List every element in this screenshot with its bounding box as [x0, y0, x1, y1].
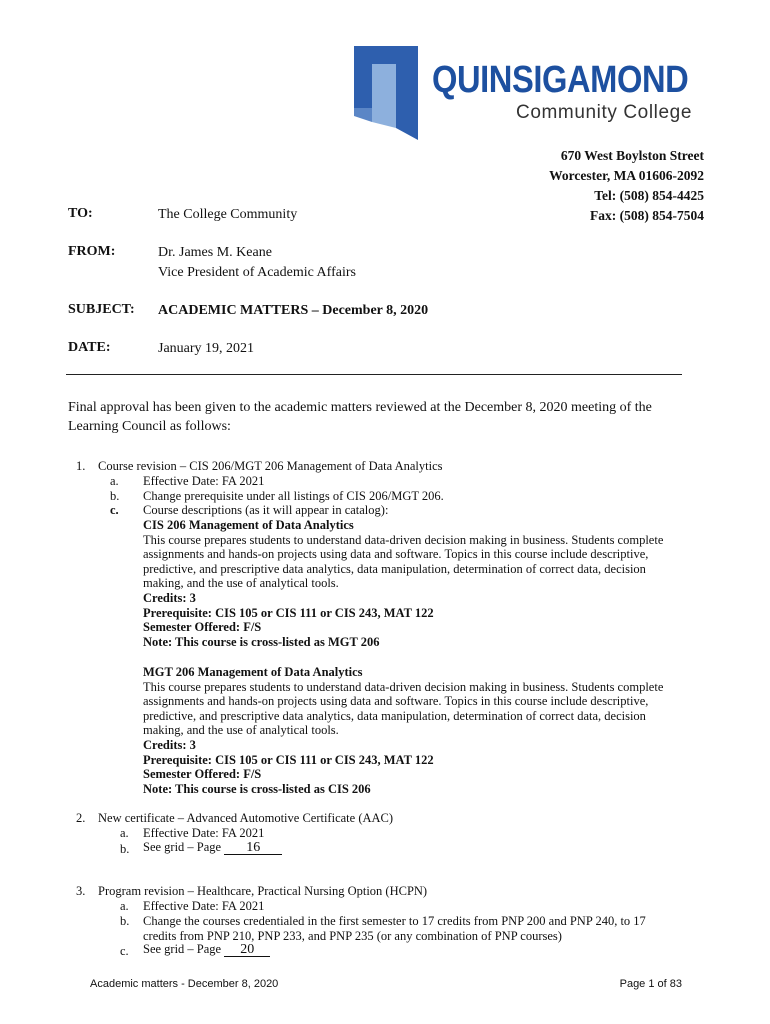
course-prerequisite: Prerequisite: CIS 105 or CIS 111 or CIS 243, MAT 122 — [143, 605, 434, 620]
to-value: The College Community — [158, 207, 298, 222]
course-credits: Credits: 3 — [143, 737, 196, 752]
address-street: 670 West Boylston Street — [560, 148, 704, 163]
course-note: Note: This course is cross-listed as CIS 206 — [143, 781, 371, 796]
course-block-mgt206 — [143, 665, 673, 796]
from-title: Vice President of Academic Affairs — [158, 265, 356, 280]
to-label: TO: — [68, 206, 93, 221]
item-letter: a. — [120, 826, 129, 840]
item-prereq-change: Change prerequisite under all listings of CIS 206/MGT 206. — [143, 489, 444, 503]
item-grid-page — [143, 942, 673, 957]
from-label: FROM: — [68, 244, 116, 259]
college-name: QUINSIGAMOND — [432, 59, 689, 101]
item-number: 3. — [76, 884, 86, 898]
course-block-cis206 — [143, 518, 673, 649]
course-name: MGT 206 Management of Data Analytics — [143, 665, 363, 679]
address-fax: Fax: (508) 854-7504 — [590, 208, 704, 223]
header-divider — [66, 374, 682, 375]
address-city: Worcester, MA 01606-2092 — [549, 168, 704, 183]
college-logo-mark — [354, 46, 418, 140]
course-note: Note: This course is cross-listed as MGT 206 — [143, 634, 380, 649]
item-effective-date: Effective Date: FA 2021 — [143, 826, 265, 840]
item-letter: b. — [120, 842, 130, 856]
item-letter: a. — [120, 899, 129, 913]
item-letter: c. — [110, 503, 119, 517]
item-title: Program revision – Healthcare, Practical Nursing Option (HCPN) — [98, 884, 428, 898]
item-letter: b. — [110, 489, 120, 503]
grid-page-prefix: See grid – Page — [143, 840, 225, 854]
item-number: 1. — [76, 459, 86, 473]
course-semester: Semester Offered: F/S — [143, 620, 262, 635]
item-credential-change: Change the courses credentialed in the first semester to 17 credits from PNP 200 and PNP 240, to 17 credits from PNP 210, PNP 233, and PNP 235 (or any combination of PNP courses) — [143, 914, 646, 943]
grid-page-number: 16 — [224, 841, 282, 855]
item-effective-date: Effective Date: FA 2021 — [143, 474, 265, 488]
course-credits: Credits: 3 — [143, 590, 196, 605]
grid-page-number: 20 — [224, 943, 270, 957]
subject-label: SUBJECT: — [68, 302, 135, 317]
grid-page-prefix: See grid – Page — [143, 942, 225, 956]
course-prerequisite: Prerequisite: CIS 105 or CIS 111 or CIS 243, MAT 122 — [143, 752, 434, 767]
item-effective-date: Effective Date: FA 2021 — [143, 899, 265, 913]
item-letter: a. — [110, 474, 119, 488]
item-number: 2. — [76, 811, 86, 825]
from-name: Dr. James M. Keane — [158, 245, 272, 260]
item-course-descriptions: Course descriptions (as it will appear in catalog): — [143, 503, 389, 517]
date-value: January 19, 2021 — [158, 341, 255, 356]
intro-paragraph: Final approval has been given to the academic matters reviewed at the December 8, 2020 meeting of the Learning Council as follows: — [68, 400, 652, 434]
course-description: This course prepares students to understand data-driven decision making in business. Students complete assignments and hands-on projects using data and software. Topics in this course include descriptive, predictive, and prescriptive data analytics, data manipulation, determination of correct data, decision making, and the use of analytical tools. — [143, 532, 664, 591]
course-name: CIS 206 Management of Data Analytics — [143, 518, 354, 532]
college-address — [549, 146, 704, 226]
item-letter: b. — [120, 914, 130, 928]
footer-page-number: Page 1 of 83 — [619, 978, 682, 990]
item-grid-page — [143, 840, 673, 855]
item-title: Course revision – CIS 206/MGT 206 Management of Data Analytics — [98, 459, 443, 473]
item-title: New certificate – Advanced Automotive Certificate (AAC) — [98, 811, 394, 825]
subject-value: ACADEMIC MATTERS – December 8, 2020 — [158, 303, 429, 318]
course-description: This course prepares students to understand data-driven decision making in business. Students complete assignments and hands-on projects using data and software. Topics in this course include descriptive, predictive, and prescriptive data analytics, data manipulation, determination of correct data, decision making, and the use of analytical tools. — [143, 679, 664, 738]
item-letter: c. — [120, 944, 129, 958]
college-subtitle: Community College — [516, 102, 692, 123]
footer-left: Academic matters - December 8, 2020 — [90, 978, 279, 990]
from-value — [158, 243, 356, 283]
date-label: DATE: — [68, 340, 111, 355]
course-semester: Semester Offered: F/S — [143, 767, 262, 782]
address-tel: Tel: (508) 854-4425 — [594, 188, 704, 203]
